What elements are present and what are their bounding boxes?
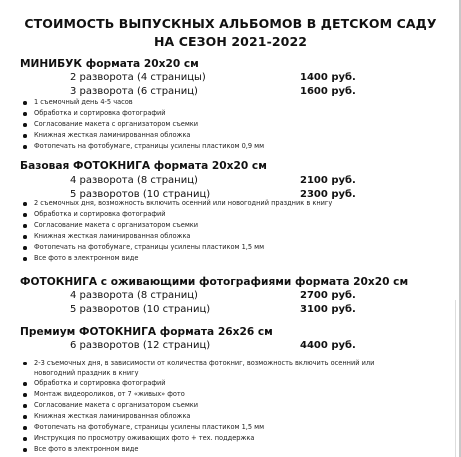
price-row-price: 2700 руб. — [300, 290, 356, 301]
list-item: 1 съемочный день 4-5 часов — [22, 97, 264, 108]
list-item: Согласование макета с организатором съемки — [22, 119, 264, 130]
list-item: Книжная жесткая ламинированная обложка — [22, 130, 264, 141]
price-row-desc: 2 разворота (4 страницы) — [70, 72, 206, 83]
section-heading-living-photobook: ФОТОКНИГА с оживающими фотографиями формата 20х20 см — [20, 276, 409, 288]
list-item: Обработка и сортировка фотографий — [22, 209, 332, 220]
price-row-desc: 4 разворота (8 страниц) — [70, 290, 198, 301]
list-item: Фотопечать на фотобумаге, страницы усилены пластиком 0,9 мм — [22, 141, 264, 152]
price-row-desc: 6 разворотов (12 страниц) — [70, 340, 211, 351]
list-item: Книжная жесткая ламинированная обложка — [22, 231, 332, 242]
section-heading-basic-photobook: Базовая ФОТОКНИГА формата 20х20 см — [20, 160, 267, 172]
list-item: Обработка и сортировка фотографий — [22, 108, 264, 119]
price-row-price: 3100 руб. — [300, 304, 356, 315]
list-item: Фотопечать на фотобумаге, страницы усилены пластиком 1,5 мм — [22, 242, 332, 253]
feature-list-premium-photobook — [22, 358, 414, 455]
list-item: Все фото в электронном виде — [22, 444, 414, 455]
list-item: Согласование макета с организатором съемки — [22, 400, 414, 411]
price-row-desc: 4 разворота (8 страниц) — [70, 175, 198, 186]
document-title-line-2: НА СЕЗОН 2021-2022 — [153, 34, 308, 49]
list-item: Обработка и сортировка фотографий — [22, 378, 414, 389]
price-row-desc: 5 разворотов (10 страниц) — [70, 189, 211, 200]
list-item: Фотопечать на фотобумаге, страницы усилены пластиком 1,5 мм — [22, 422, 414, 433]
list-item: Книжная жесткая ламинированная обложка — [22, 411, 414, 422]
price-row-desc: 5 разворотов (10 страниц) — [70, 304, 211, 315]
price-row-price: 2100 руб. — [300, 175, 356, 186]
section-heading-premium-photobook: Премиум ФОТОКНИГА формата 26х26 см — [20, 326, 273, 338]
feature-list-basic-photobook — [22, 198, 332, 264]
price-row-price: 4400 руб. — [300, 340, 356, 351]
price-row-price: 1600 руб. — [300, 86, 356, 97]
price-row-price: 2300 руб. — [300, 189, 356, 200]
price-row-desc: 3 разворота (6 страниц) — [70, 86, 198, 97]
list-item: 2 съемочных дня, возможность включить осенний или новогодний праздник в книгу — [22, 198, 332, 209]
list-item: Все фото в электронном виде — [22, 253, 332, 264]
page-edge-divider — [455, 300, 456, 457]
document-title-line-1: СТОИМОСТЬ ВЫПУСКНЫХ АЛЬБОМОВ В ДЕТСКОМ САДУ — [24, 16, 437, 31]
section-heading-minibook: МИНИБУК формата 20х20 см — [20, 58, 199, 70]
list-item: Согласование макета с организатором съемки — [22, 220, 332, 231]
price-row-price: 1400 руб. — [300, 72, 356, 83]
list-item: Монтаж видеороликов, от 7 «живых» фото — [22, 389, 414, 400]
feature-list-minibook — [22, 97, 264, 152]
list-item: 2-3 съемочных дня, в зависимости от количества фотокниг, возможность включить осенний или новогодний праздник в книгу — [22, 358, 414, 378]
list-item: Инструкция по просмотру оживающих фото + тех. поддержка — [22, 433, 414, 444]
